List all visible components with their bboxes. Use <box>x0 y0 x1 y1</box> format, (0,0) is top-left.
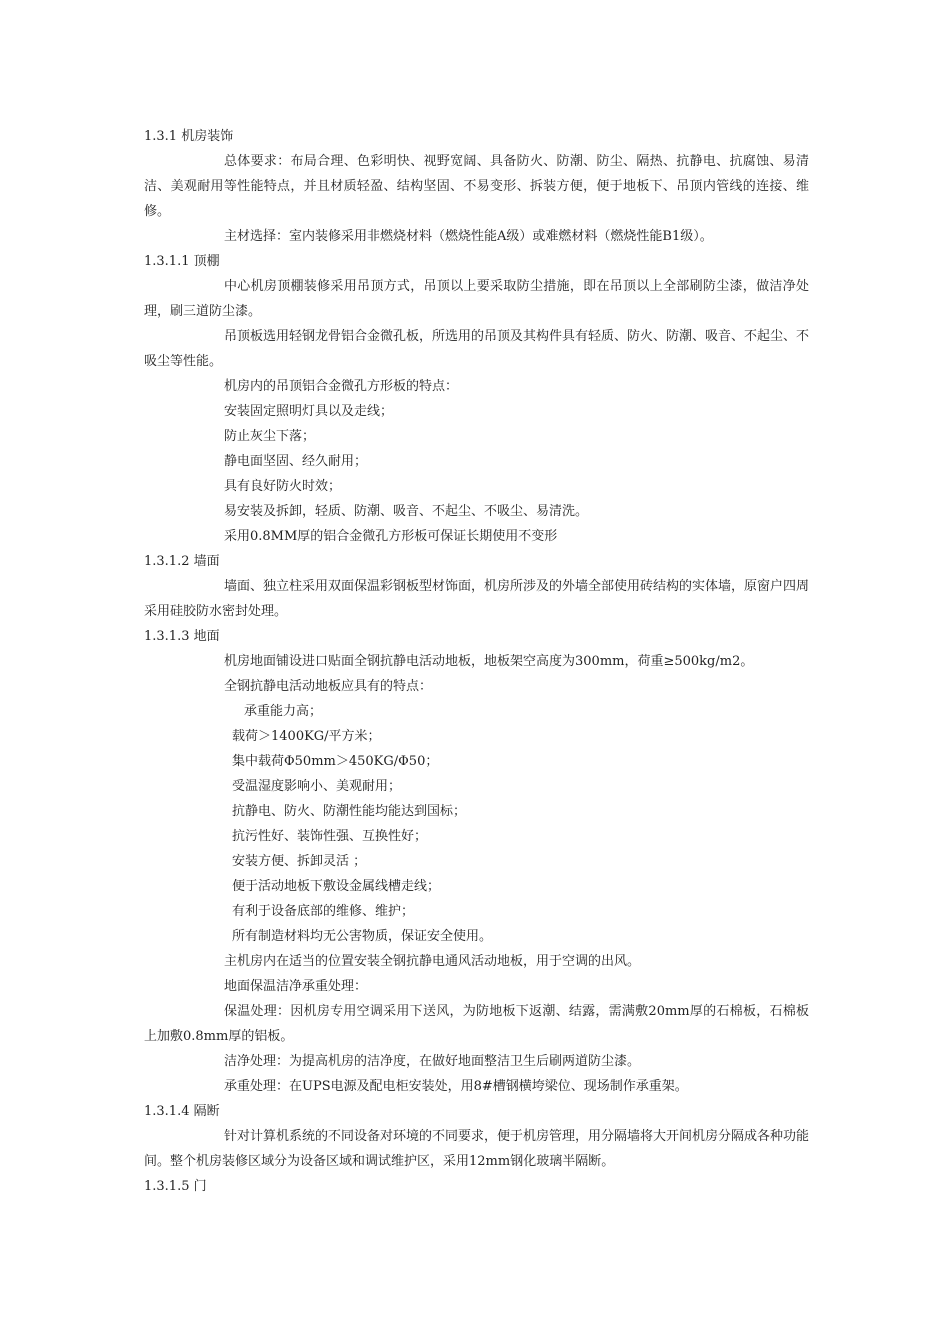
section-heading-1-3-1-1: 1.3.1.1 顶棚 <box>144 254 220 269</box>
paragraph-general-requirements: 总体要求：布局合理、色彩明快、视野宽阔、具备防火、防潮、防尘、隔热、抗静电、抗腐蚀、易清洁、美观耐用等性能特点，并且材质轻盈、结构坚固、不易变形、拆装方便，便于地板下、吊顶内管线的连接、维修。 <box>144 154 809 219</box>
list-item: 承重能力高； <box>244 704 323 719</box>
list-item: 抗静电、防火、防潮性能均能达到国标； <box>232 804 467 819</box>
paragraph-walls: 墙面、独立柱采用双面保温彩钢板型材饰面，机房所涉及的外墙全部使用砖结构的实体墙，原窗户四周采用硅胶防水密封处理。 <box>144 579 810 619</box>
list-item: 有利于设备底部的维修、维护； <box>232 904 415 919</box>
paragraph-main-materials: 主材选择：室内装修采用非燃烧材料（燃烧性能A级）或难燃材料（燃烧性能B1级）。 <box>224 229 713 244</box>
list-item: 采用0.8MM厚的铝合金微孔方形板可保证长期使用不变形 <box>224 529 558 544</box>
list-item: 所有制造材料均无公害物质，保证安全使用。 <box>232 929 493 944</box>
list-item: 防止灰尘下落； <box>224 429 316 444</box>
list-item: 便于活动地板下敷设金属线槽走线； <box>232 879 441 894</box>
document-body <box>144 124 809 1199</box>
paragraph-floor-insulation: 保温处理：因机房专用空调采用下送风，为防地板下返潮、结露，需满敷20mm厚的石棉板，石棉板上加敷0.8mm厚的铝板。 <box>144 1004 809 1044</box>
section-heading-1-3-1-2: 1.3.1.2 墙面 <box>144 554 220 569</box>
section-heading-1-3-1-4: 1.3.1.4 隔断 <box>144 1104 220 1119</box>
paragraph-floor-2: 全钢抗静电活动地板应具有的特点： <box>224 679 433 694</box>
paragraph-floor-1: 机房地面铺设进口贴面全钢抗静电活动地板，地板架空高度为300mm，荷重≥500kg/m2。 <box>224 654 754 669</box>
list-item: 抗污性好、装饰性强、互换性好； <box>232 829 428 844</box>
list-item: 静电面坚固、经久耐用； <box>224 454 368 469</box>
section-heading-1-3-1-5: 1.3.1.5 门 <box>144 1179 207 1194</box>
section-heading-1-3-1-3: 1.3.1.3 地面 <box>144 629 220 644</box>
list-item: 载荷＞1400KG/平方米； <box>232 729 381 744</box>
list-item: 机房内的吊顶铝合金微孔方形板的特点： <box>224 379 459 394</box>
list-item: 安装方便、拆卸灵活 ； <box>232 854 367 869</box>
paragraph-floor-3: 主机房内在适当的位置安装全钢抗静电通风活动地板，用于空调的出风。 <box>224 954 641 969</box>
list-item: 具有良好防火时效； <box>224 479 342 494</box>
section-heading-1-3-1: 1.3.1 机房装饰 <box>144 129 234 144</box>
paragraph-floor-cleaning: 洁净处理：为提高机房的洁净度，在做好地面整洁卫生后刷两道防尘漆。 <box>224 1054 641 1069</box>
list-item: 易安装及拆卸，轻质、防潮、吸音、不起尘、不吸尘、易清洗。 <box>224 504 589 519</box>
list-item: 集中载荷Φ50mm＞450KG/Φ50； <box>232 754 439 769</box>
list-item: 安装固定照明灯具以及走线； <box>224 404 394 419</box>
paragraph-ceiling-2: 吊顶板选用轻钢龙骨铝合金微孔板，所选用的吊顶及其构件具有轻质、防火、防潮、吸音、不起尘、不吸尘等性能。 <box>144 329 810 369</box>
paragraph-floor-4: 地面保温洁净承重处理： <box>224 979 368 994</box>
paragraph-ceiling-1: 中心机房顶棚装修采用吊顶方式，吊顶以上要采取防尘措施，即在吊顶以上全部刷防尘漆，做洁净处理，刷三道防尘漆。 <box>144 279 809 319</box>
paragraph-floor-load: 承重处理：在UPS电源及配电柜安装处，用8#槽钢横垮梁位、现场制作承重架。 <box>224 1079 688 1094</box>
list-item: 受温湿度影响小、美观耐用； <box>232 779 402 794</box>
paragraph-partition: 针对计算机系统的不同设备对环境的不同要求，便于机房管理，用分隔墙将大开间机房分隔成各种功能间。整个机房装修区域分为设备区域和调试维护区，采用12mm钢化玻璃半隔断。 <box>144 1129 810 1169</box>
